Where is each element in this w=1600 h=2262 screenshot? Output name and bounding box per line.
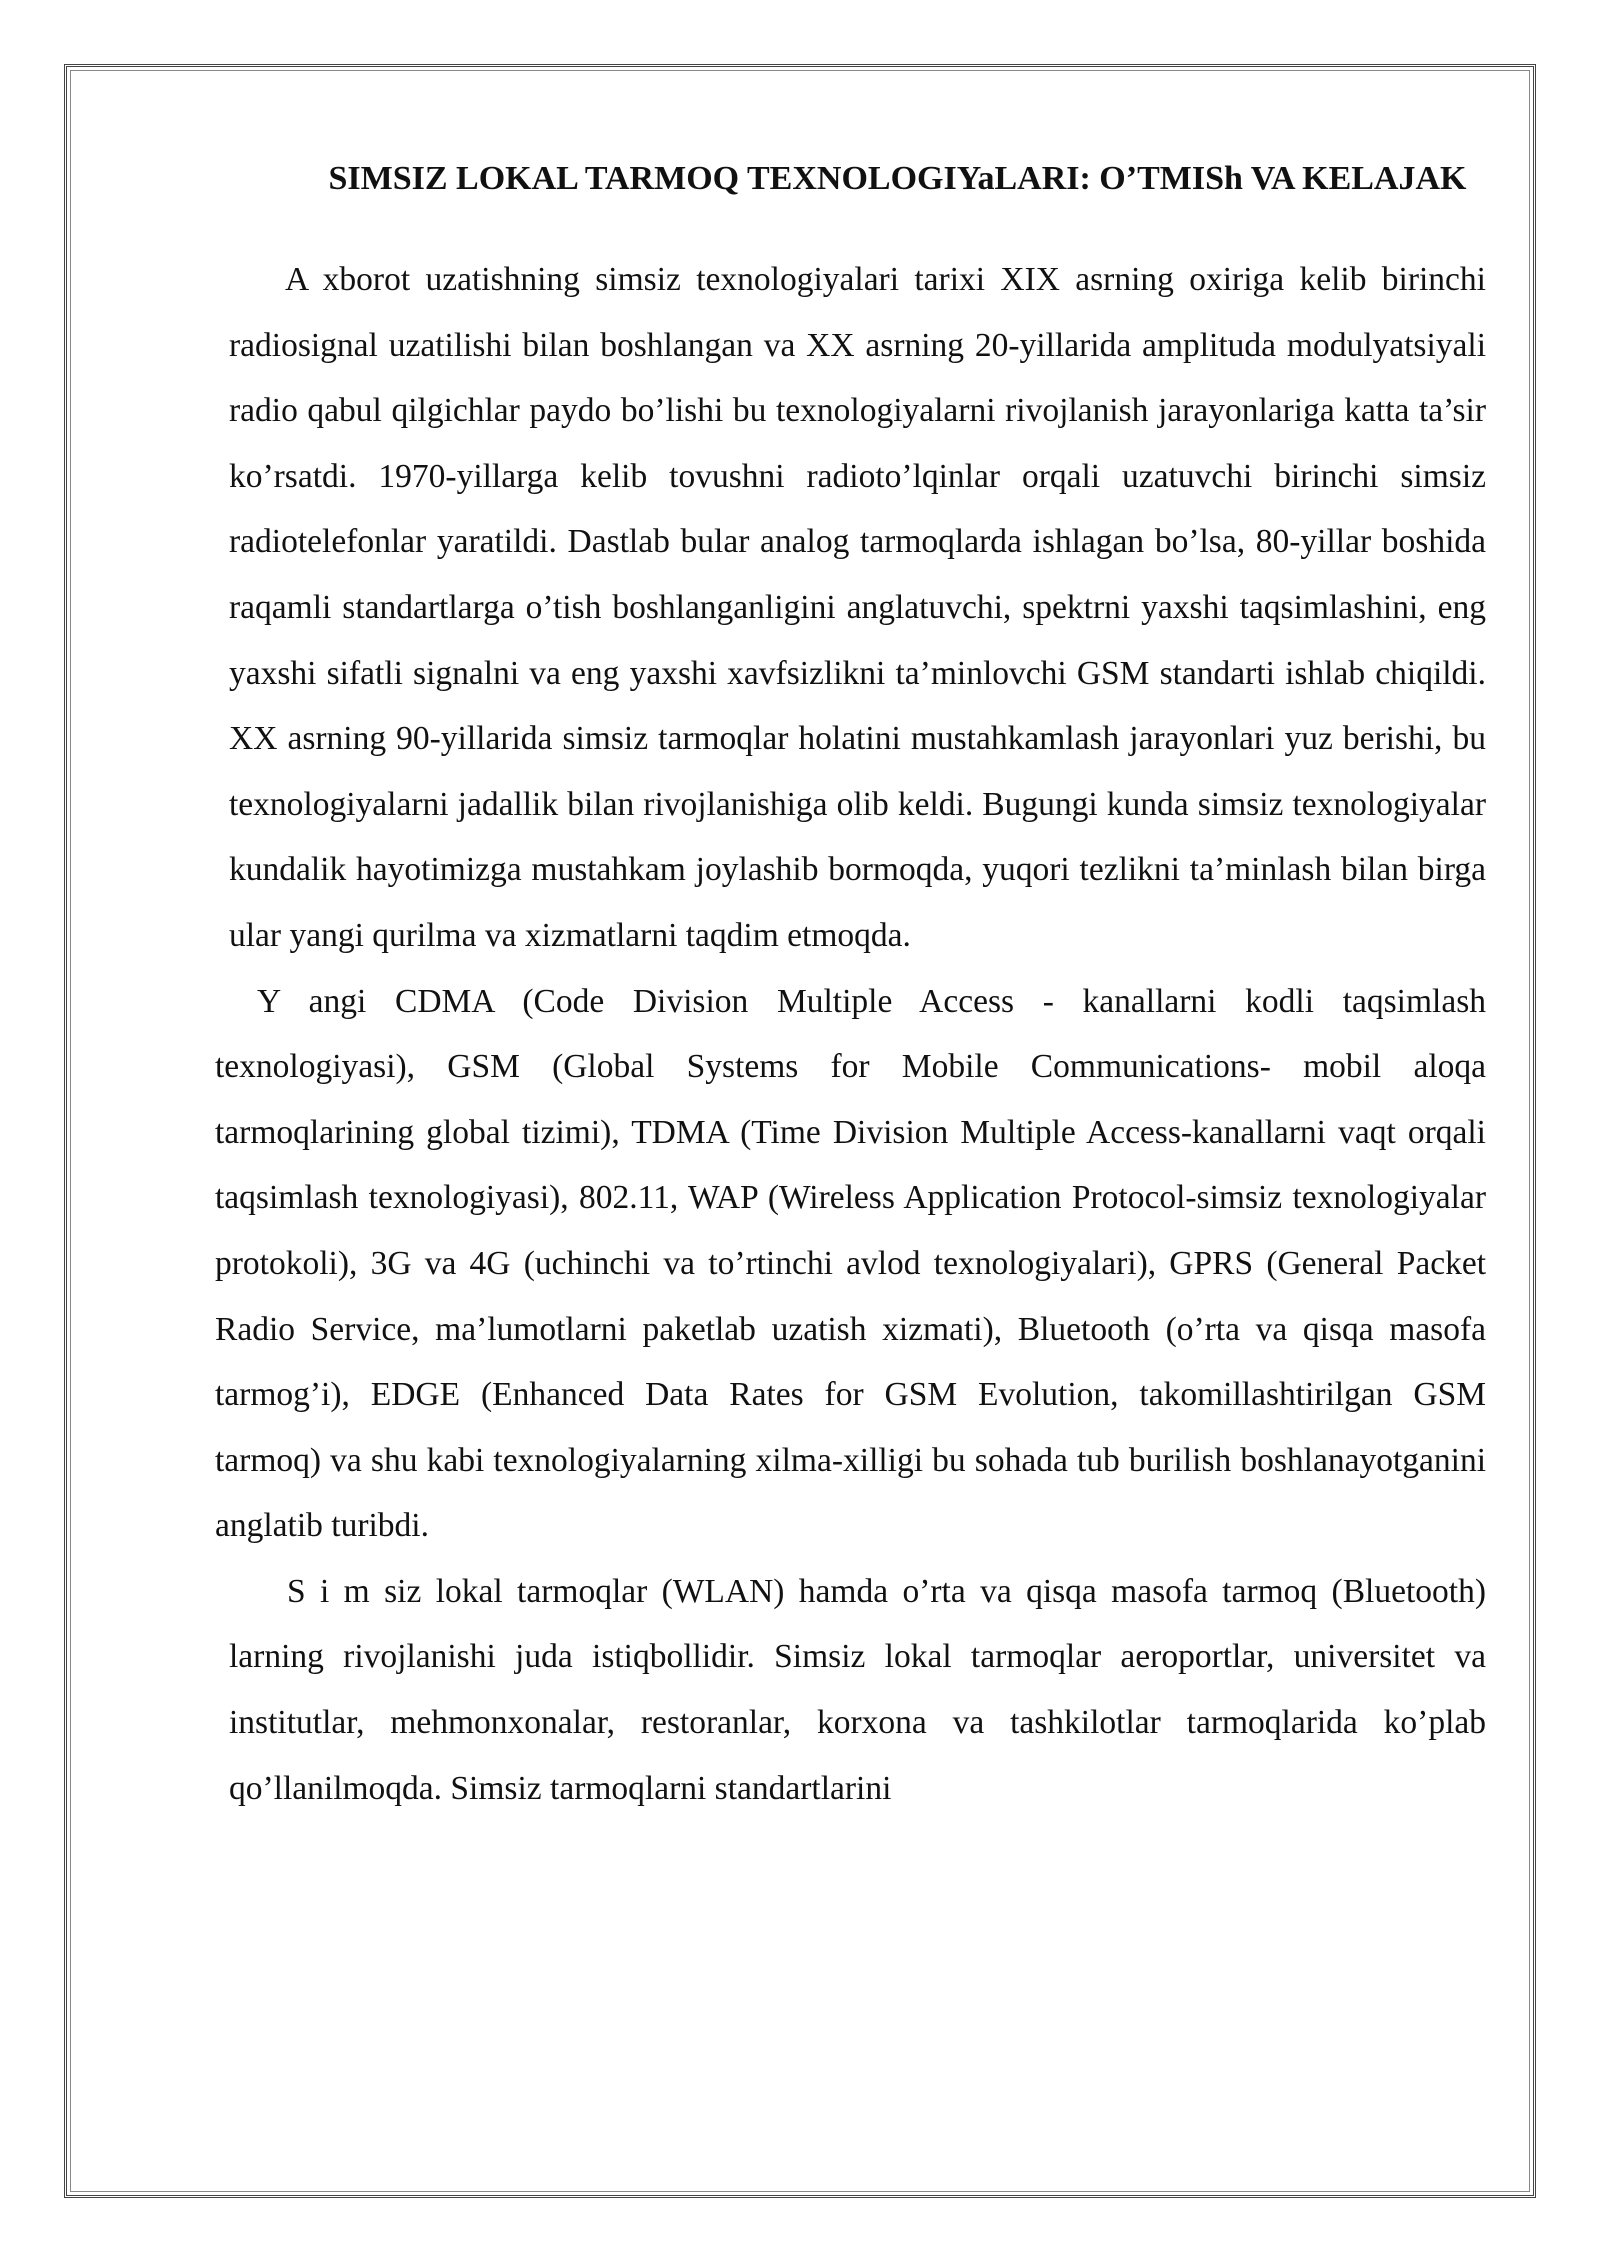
paragraph-1: A xborot uzatishning simsiz texnologiyalari tarixi XIX asrning oxiriga kelib birinchi radiosignal uzatilishi bilan boshlangan va XX asrning 20-yillarida amplituda modulyatsiyali radio qabul qilgichlar paydo bo’lishi bu texnologiyalarni rivojlanish jarayonlariga katta ta’sir ko’rsatdi. 1970-yillarga kelib tovushni radioto’lqinlar orqali uzatuvchi birinchi simsiz radiotelefonlar yaratildi. Dastlab bular analog tarmoqlarda ishlagan bo’lsa, 80-yillar boshida raqamli standartlarga o’tish boshlanganligini anglatuvchi, spektrni yaxshi taqsimlashini, eng yaxshi sifatli signalni va eng yaxshi xavfsizlikni ta’minlovchi GSM standarti ishlab chiqildi. XX asrning 90-yillarida simsiz tarmoqlar holatini mustahkamlash jarayonlari yuz berishi, bu texnologiyalarni jadallik bilan rivojlanishiga olib keldi. Bugungi kunda simsiz texnologiyalar kundalik hayotimizga mustahkam joylashib bormoqda, yuqori tezlikni ta’minlash bilan birga ular yangi qurilma va xizmatlarni taqdim etmoqda. [229,261,1486,954]
document-title: SIMSIZ LOKAL TARMOQ TEXNOLOGIYaLARI: O’TMISh VA KELAJAK [328,160,1467,197]
document-body [215,150,1486,1821]
paragraph-2: Y angi CDMA (Code Division Multiple Access - kanallarni kodli taqsimlash texnologiyasi), GSM (Global Systems for Mobile Communications- mobil aloqa tarmoqlarining global tizimi), TDMA (Time Division Multiple Access-kanallarni vaqt orqali taqsimlash texnologiyasi), 802.11, WAP (Wireless Application Protocol-simsiz texnologiyalar protokoli), 3G va 4G (uchinchi va to’rtinchi avlod texnologiyalari), GPRS (General Packet Radio Service, ma’lumotlarni paketlab uzatish xizmati), Bluetooth (o’rta va qisqa masofa tarmog’i), EDGE (Enhanced Data Rates for GSM Evolution, takomillashtirilgan GSM tarmoq) va shu kabi texnologiyalarning xilma-xilligi bu sohada tub burilish boshlanayotganini anglatib turibdi. [215,982,1486,1545]
paragraph-3: S i m siz lokal tarmoqlar (WLAN) hamda o’rta va qisqa masofa tarmoq (Bluetooth) larning rivojlanishi juda istiqbollidir. Simsiz lokal tarmoqlar aeroportlar, universitet va institutlar, mehmonxonalar, restoranlar, korxona va tashkilotlar tarmoqlarida ko’plab qo’llanilmoqda. Simsiz tarmoqlarni standartlarini [229,1572,1486,1807]
document-text [215,247,1486,1821]
